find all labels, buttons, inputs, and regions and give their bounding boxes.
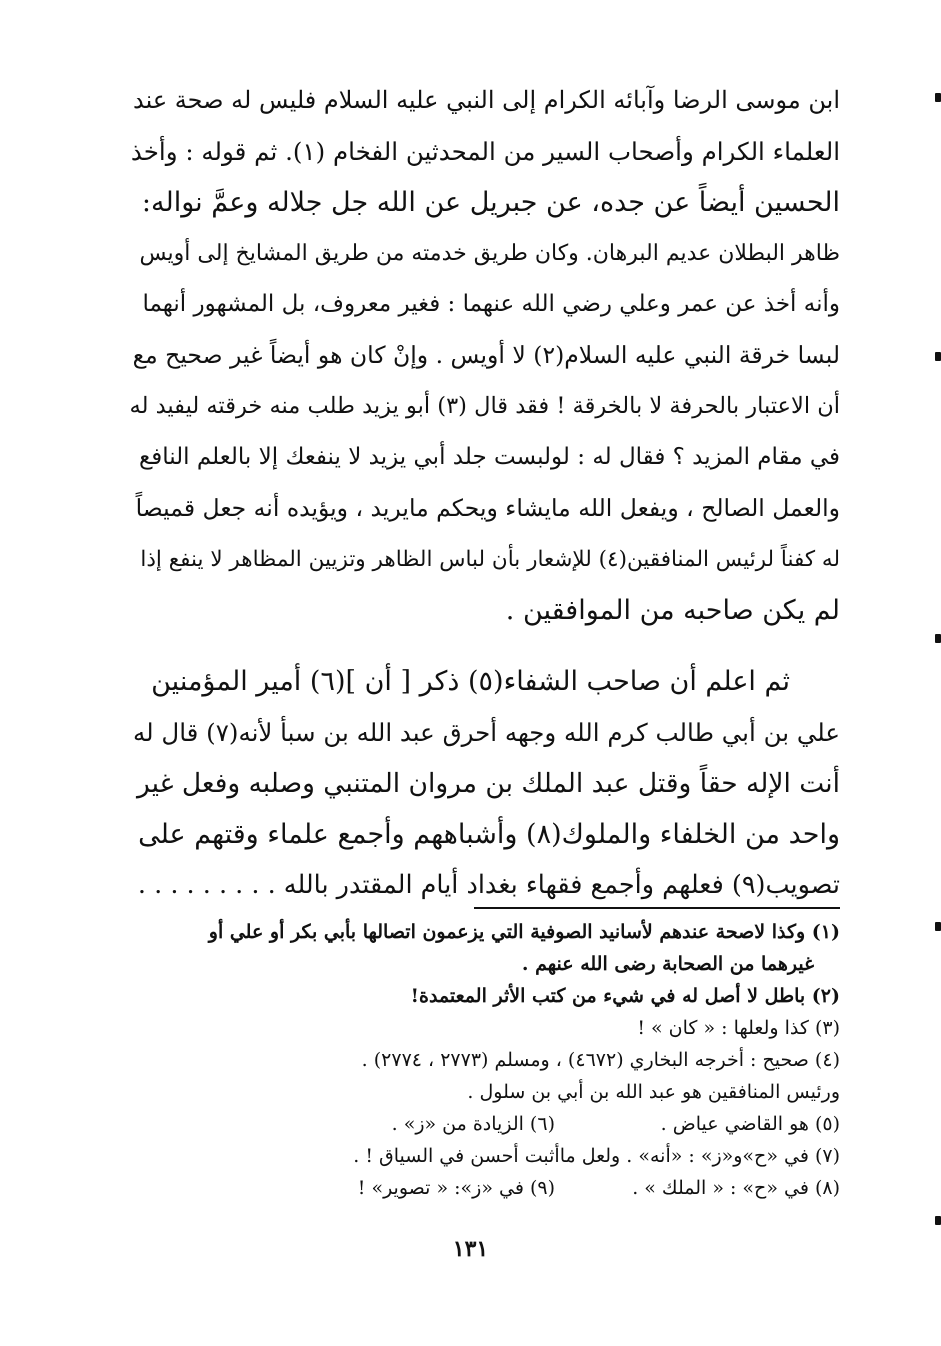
text-line: أن الاعتبار بالحرفة لا بالخرقة ! فقد قال (٣) أبو يزيد طلب منه خرقته ليفيد له: [129, 393, 840, 419]
footnote-9: (٩) في «ز»: « تصوير» !: [357, 1177, 555, 1199]
margin-mark: [935, 93, 941, 102]
text-line: علي بن أبي طالب كرم الله وجهه أحرق عبد الله بن سبأ لأنه(٧) قال له: [133, 718, 840, 747]
footnote-1: (١) وكذا لاصحة عندهم لأسانيد الصوفية التي يزعمون اتصالها بأبي بكر أو علي أو: [208, 921, 840, 943]
text-line: الحسين أيضاً عن جده، عن جبريل عن الله جل جلاله وعمَّ نواله:: [141, 187, 840, 218]
text-line: لم يكن صاحبه من الموافقين .: [505, 595, 840, 626]
text-line: والعمل الصالح ، ويفعل الله مايشاء ويحكم مايريد ، ويؤيده أنه جعل قميصاً: [135, 494, 840, 522]
footnote-8: (٨) في «ح» : « الملك » .: [632, 1177, 840, 1199]
text-line: ظاهر البطلان عديم البرهان. وكان طريق خدمته من طريق المشايخ إلى أويس: [139, 241, 840, 266]
footnote-4-continued: ورئيس المنافقين هو عبد الله بن أبي بن سلول .: [467, 1081, 840, 1103]
text-line: وأنه أخذ عن عمر وعلي رضي الله عنهما : فغير معروف، بل المشهور أنهما: [142, 291, 840, 317]
text-line: له كفناً لرئيس المنافقين(٤) للإشعار بأن لباس الظاهر وتزيين المظاهر لا ينفع إذا: [140, 547, 840, 572]
body-paragraph-2: [128, 656, 840, 911]
footnotes: [128, 916, 840, 1204]
text-line: واحد من الخلفاء والملوك(٨) وأشباههم وأجمع علماء وقتهم على: [138, 819, 840, 850]
text-line: ابن موسى الرضا وآبائه الكرام إلى النبي عليه السلام فليس له صحة عند: [133, 86, 840, 114]
margin-mark: [935, 922, 941, 931]
footnote-1-continued: غيرهما من الصحابة رضى الله عنهم .: [521, 953, 814, 975]
text-line: في مقام المزيد ؟ فقال له : لولبست جلد أبي يزيد لا ينفعك إلا بالعلم النافع: [138, 444, 840, 470]
text-line: أنت الإله حقاً وقتل عبد الملك بن مروان المتنبي وصلبه وفعل غير: [136, 768, 840, 799]
text-line: تصويب(٩) فعلهم وأجمع فقهاء بغداد أيام المقتدر بالله . . . . . . . . .: [137, 870, 840, 900]
footnote-3: (٣) كذا ولعلها : « كان » !: [637, 1017, 840, 1039]
footnote-5-6-row: [128, 1108, 840, 1140]
page-number: ١٣١: [452, 1236, 489, 1262]
margin-mark: [935, 1216, 941, 1225]
footnote-4: (٤) صحيح : أخرجه البخاري (٤٦٧٢) ، ومسلم (٢٧٧٣ ، ٢٧٧٤) .: [361, 1049, 840, 1071]
footnote-7: (٧) في «ح»و«ز» : «أنه» . ولعل ماأثبت أحسن في السياق ! .: [353, 1145, 840, 1167]
margin-mark: [935, 634, 941, 643]
footnote-2: (٢) باطل لا أصل له في شيء من كتب الأثر المعتمدة!: [410, 985, 840, 1007]
text-line: ثم اعلم أن صاحب الشفاء(٥) ذكر [ أن ](٦) أمير المؤمنين: [151, 666, 790, 697]
margin-mark: [935, 352, 941, 361]
footnote-6: (٦) الزيادة من «ز» .: [391, 1113, 555, 1135]
text-line: العلماء الكرام وأصحاب السير من المحدثين الفخام (١). ثم قوله : وأخذ: [130, 137, 840, 166]
footnote-divider: [474, 907, 840, 909]
footnote-5: (٥) هو القاضي عياض .: [660, 1113, 840, 1135]
body-paragraph-1: [128, 75, 840, 636]
text-line: لبسا خرقة النبي عليه السلام(٢) لا أويس . وإنْ كان هو أيضاً غير صحيح مع: [132, 341, 840, 369]
footnote-8-9-row: [128, 1172, 840, 1204]
